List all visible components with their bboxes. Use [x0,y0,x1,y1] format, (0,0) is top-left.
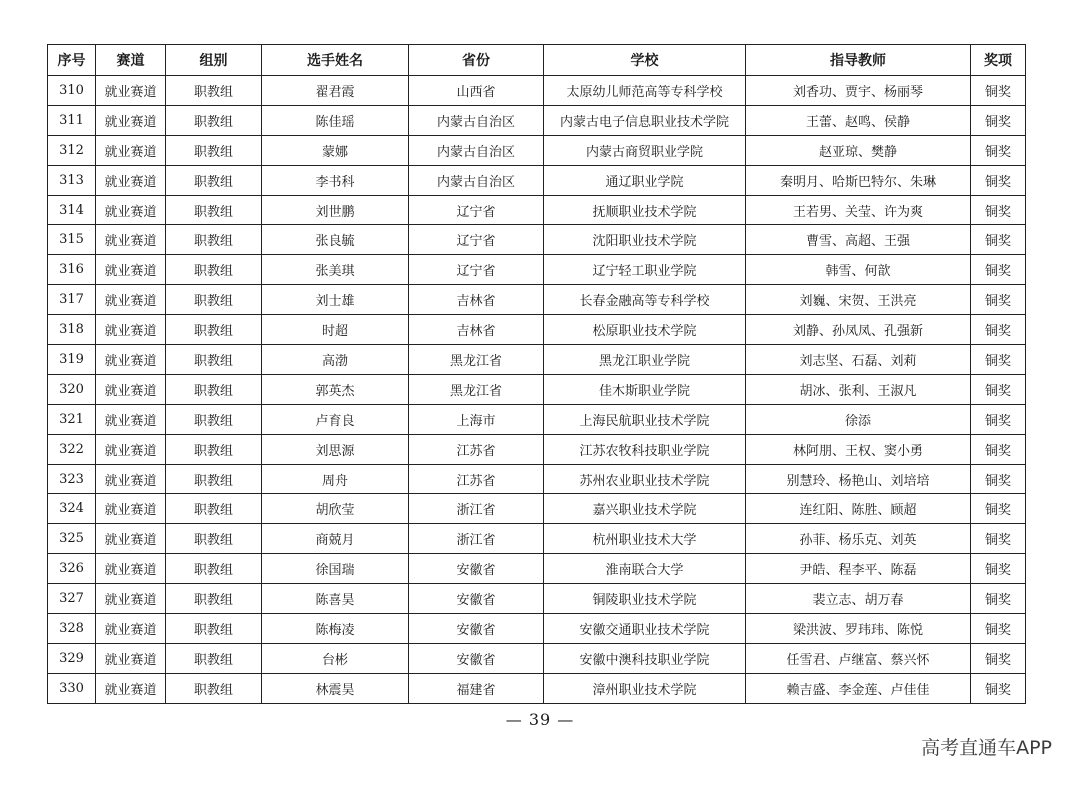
table-row [48,673,1026,703]
cell-province: 福建省 [409,673,544,703]
cell-advisors: 尹皓、程李平、陈磊 [746,554,971,584]
cell-group: 职教组 [166,315,262,345]
cell-group: 职教组 [166,673,262,703]
cell-seq: 311 [48,105,96,135]
cell-award: 铜奖 [971,105,1026,135]
cell-school: 内蒙古商贸职业学院 [544,135,746,165]
cell-seq: 326 [48,554,96,584]
cell-track: 就业赛道 [96,225,166,255]
header-advisors: 指导教师 [746,45,971,76]
cell-track: 就业赛道 [96,105,166,135]
cell-track: 就业赛道 [96,195,166,225]
cell-school: 杭州职业技术大学 [544,524,746,554]
table-row [48,494,1026,524]
cell-province: 安徽省 [409,584,544,614]
cell-award: 铜奖 [971,315,1026,345]
cell-province: 安徽省 [409,643,544,673]
cell-contestant: 刘世鹏 [262,195,409,225]
cell-province: 上海市 [409,404,544,434]
cell-school: 漳州职业技术学院 [544,673,746,703]
cell-advisors: 孙菲、杨乐克、刘英 [746,524,971,554]
cell-seq: 317 [48,285,96,315]
table-row [48,255,1026,285]
cell-group: 职教组 [166,135,262,165]
cell-school: 黑龙江职业学院 [544,345,746,375]
cell-province: 黑龙江省 [409,374,544,404]
cell-group: 职教组 [166,614,262,644]
cell-province: 安徽省 [409,554,544,584]
cell-track: 就业赛道 [96,464,166,494]
cell-contestant: 翟君霞 [262,76,409,106]
table-row [48,614,1026,644]
cell-group: 职教组 [166,195,262,225]
cell-school: 上海民航职业技术学院 [544,404,746,434]
table-row [48,524,1026,554]
cell-award: 铜奖 [971,524,1026,554]
cell-contestant: 刘思源 [262,434,409,464]
table-row [48,135,1026,165]
cell-award: 铜奖 [971,255,1026,285]
cell-seq: 325 [48,524,96,554]
cell-contestant: 周舟 [262,464,409,494]
cell-seq: 313 [48,165,96,195]
cell-school: 江苏农牧科技职业学院 [544,434,746,464]
cell-province: 黑龙江省 [409,345,544,375]
cell-award: 铜奖 [971,494,1026,524]
cell-track: 就业赛道 [96,554,166,584]
cell-contestant: 徐国瑞 [262,554,409,584]
cell-group: 职教组 [166,434,262,464]
header-group: 组别 [166,45,262,76]
cell-advisors: 刘巍、宋贺、王洪亮 [746,285,971,315]
cell-school: 抚顺职业技术学院 [544,195,746,225]
cell-school: 辽宁轻工职业学院 [544,255,746,285]
cell-track: 就业赛道 [96,135,166,165]
cell-province: 安徽省 [409,614,544,644]
cell-award: 铜奖 [971,673,1026,703]
cell-track: 就业赛道 [96,345,166,375]
cell-advisors: 任雪君、卢继富、蔡兴怀 [746,643,971,673]
cell-province: 内蒙古自治区 [409,165,544,195]
cell-track: 就业赛道 [96,255,166,285]
cell-province: 浙江省 [409,524,544,554]
header-track: 赛道 [96,45,166,76]
header-award: 奖项 [971,45,1026,76]
cell-group: 职教组 [166,404,262,434]
table-row [48,315,1026,345]
cell-contestant: 张良毓 [262,225,409,255]
cell-track: 就业赛道 [96,165,166,195]
cell-award: 铜奖 [971,165,1026,195]
cell-contestant: 蒙娜 [262,135,409,165]
table-row [48,345,1026,375]
cell-school: 铜陵职业技术学院 [544,584,746,614]
table-row [48,165,1026,195]
cell-advisors: 徐添 [746,404,971,434]
cell-province: 山西省 [409,76,544,106]
cell-track: 就业赛道 [96,404,166,434]
cell-seq: 327 [48,584,96,614]
cell-award: 铜奖 [971,135,1026,165]
cell-group: 职教组 [166,105,262,135]
cell-track: 就业赛道 [96,524,166,554]
table-row [48,76,1026,106]
award-table [47,44,1026,704]
cell-contestant: 台彬 [262,643,409,673]
cell-contestant: 陈喜昊 [262,584,409,614]
cell-seq: 323 [48,464,96,494]
table-row [48,584,1026,614]
cell-group: 职教组 [166,255,262,285]
cell-province: 江苏省 [409,464,544,494]
cell-group: 职教组 [166,464,262,494]
cell-school: 太原幼儿师范高等专科学校 [544,76,746,106]
cell-school: 松原职业技术学院 [544,315,746,345]
cell-school: 佳木斯职业学院 [544,374,746,404]
cell-advisors: 秦明月、哈斯巴特尔、朱琳 [746,165,971,195]
cell-school: 内蒙古电子信息职业技术学院 [544,105,746,135]
cell-advisors: 王若男、关莹、许为爽 [746,195,971,225]
cell-contestant: 刘士雄 [262,285,409,315]
table-row [48,195,1026,225]
cell-seq: 314 [48,195,96,225]
cell-award: 铜奖 [971,643,1026,673]
cell-track: 就业赛道 [96,285,166,315]
cell-province: 浙江省 [409,494,544,524]
cell-contestant: 高渤 [262,345,409,375]
cell-province: 吉林省 [409,315,544,345]
cell-track: 就业赛道 [96,434,166,464]
cell-track: 就业赛道 [96,494,166,524]
table-row [48,404,1026,434]
table-row [48,434,1026,464]
cell-track: 就业赛道 [96,76,166,106]
header-province: 省份 [409,45,544,76]
cell-contestant: 陈梅凌 [262,614,409,644]
cell-track: 就业赛道 [96,374,166,404]
cell-school: 安徽交通职业技术学院 [544,614,746,644]
cell-contestant: 胡欣莹 [262,494,409,524]
table-row [48,554,1026,584]
table-row [48,643,1026,673]
watermark: 高考直通车APP [921,737,1052,759]
cell-award: 铜奖 [971,584,1026,614]
cell-group: 职教组 [166,285,262,315]
cell-award: 铜奖 [971,76,1026,106]
cell-province: 内蒙古自治区 [409,135,544,165]
cell-advisors: 曹雪、高超、王强 [746,225,971,255]
cell-award: 铜奖 [971,434,1026,464]
cell-group: 职教组 [166,225,262,255]
cell-award: 铜奖 [971,225,1026,255]
cell-track: 就业赛道 [96,614,166,644]
table-row [48,374,1026,404]
cell-advisors: 连红阳、陈胜、顾超 [746,494,971,524]
cell-seq: 330 [48,673,96,703]
cell-seq: 324 [48,494,96,524]
cell-contestant: 卢育良 [262,404,409,434]
cell-advisors: 林阿朋、王权、窦小勇 [746,434,971,464]
cell-award: 铜奖 [971,614,1026,644]
cell-seq: 315 [48,225,96,255]
cell-contestant: 时超 [262,315,409,345]
cell-province: 内蒙古自治区 [409,105,544,135]
cell-track: 就业赛道 [96,584,166,614]
cell-advisors: 赖吉盛、李金莲、卢佳佳 [746,673,971,703]
cell-contestant: 张美琪 [262,255,409,285]
cell-seq: 320 [48,374,96,404]
cell-contestant: 陈佳瑶 [262,105,409,135]
cell-group: 职教组 [166,345,262,375]
cell-advisors: 刘香功、贾宇、杨丽琴 [746,76,971,106]
table-row [48,464,1026,494]
cell-track: 就业赛道 [96,643,166,673]
table-header-row [48,45,1026,76]
cell-school: 嘉兴职业技术学院 [544,494,746,524]
cell-school: 安徽中澳科技职业学院 [544,643,746,673]
cell-advisors: 刘静、孙凤凤、孔强新 [746,315,971,345]
cell-province: 吉林省 [409,285,544,315]
cell-advisors: 赵亚琼、樊静 [746,135,971,165]
cell-group: 职教组 [166,554,262,584]
cell-contestant: 郭英杰 [262,374,409,404]
cell-track: 就业赛道 [96,315,166,345]
cell-advisors: 韩雪、何歆 [746,255,971,285]
page-number: — 39 — [505,710,575,729]
cell-award: 铜奖 [971,464,1026,494]
header-school: 学校 [544,45,746,76]
cell-province: 辽宁省 [409,195,544,225]
cell-school: 沈阳职业技术学院 [544,225,746,255]
cell-advisors: 胡冰、张利、王淑凡 [746,374,971,404]
table-row [48,225,1026,255]
table-row [48,105,1026,135]
cell-advisors: 裴立志、胡万春 [746,584,971,614]
cell-school: 苏州农业职业技术学院 [544,464,746,494]
cell-province: 辽宁省 [409,225,544,255]
cell-seq: 322 [48,434,96,464]
cell-group: 职教组 [166,76,262,106]
cell-seq: 316 [48,255,96,285]
cell-group: 职教组 [166,374,262,404]
cell-award: 铜奖 [971,195,1026,225]
cell-contestant: 林震昊 [262,673,409,703]
cell-province: 辽宁省 [409,255,544,285]
cell-group: 职教组 [166,524,262,554]
cell-seq: 329 [48,643,96,673]
cell-advisors: 梁洪波、罗玮玮、陈悦 [746,614,971,644]
cell-seq: 310 [48,76,96,106]
cell-seq: 328 [48,614,96,644]
cell-award: 铜奖 [971,554,1026,584]
cell-award: 铜奖 [971,345,1026,375]
cell-group: 职教组 [166,165,262,195]
cell-award: 铜奖 [971,404,1026,434]
cell-award: 铜奖 [971,285,1026,315]
cell-advisors: 别慧玲、杨艳山、刘培培 [746,464,971,494]
header-seq: 序号 [48,45,96,76]
table-row [48,285,1026,315]
cell-school: 淮南联合大学 [544,554,746,584]
cell-contestant: 商兢月 [262,524,409,554]
cell-seq: 318 [48,315,96,345]
cell-seq: 312 [48,135,96,165]
cell-province: 江苏省 [409,434,544,464]
cell-school: 通辽职业学院 [544,165,746,195]
cell-advisors: 刘志坚、石磊、刘莉 [746,345,971,375]
cell-award: 铜奖 [971,374,1026,404]
cell-seq: 319 [48,345,96,375]
cell-group: 职教组 [166,494,262,524]
cell-school: 长春金融高等专科学校 [544,285,746,315]
cell-group: 职教组 [166,584,262,614]
cell-track: 就业赛道 [96,673,166,703]
cell-contestant: 李书科 [262,165,409,195]
cell-group: 职教组 [166,643,262,673]
cell-advisors: 王蕾、赵鸣、侯静 [746,105,971,135]
header-contestant: 选手姓名 [262,45,409,76]
cell-seq: 321 [48,404,96,434]
